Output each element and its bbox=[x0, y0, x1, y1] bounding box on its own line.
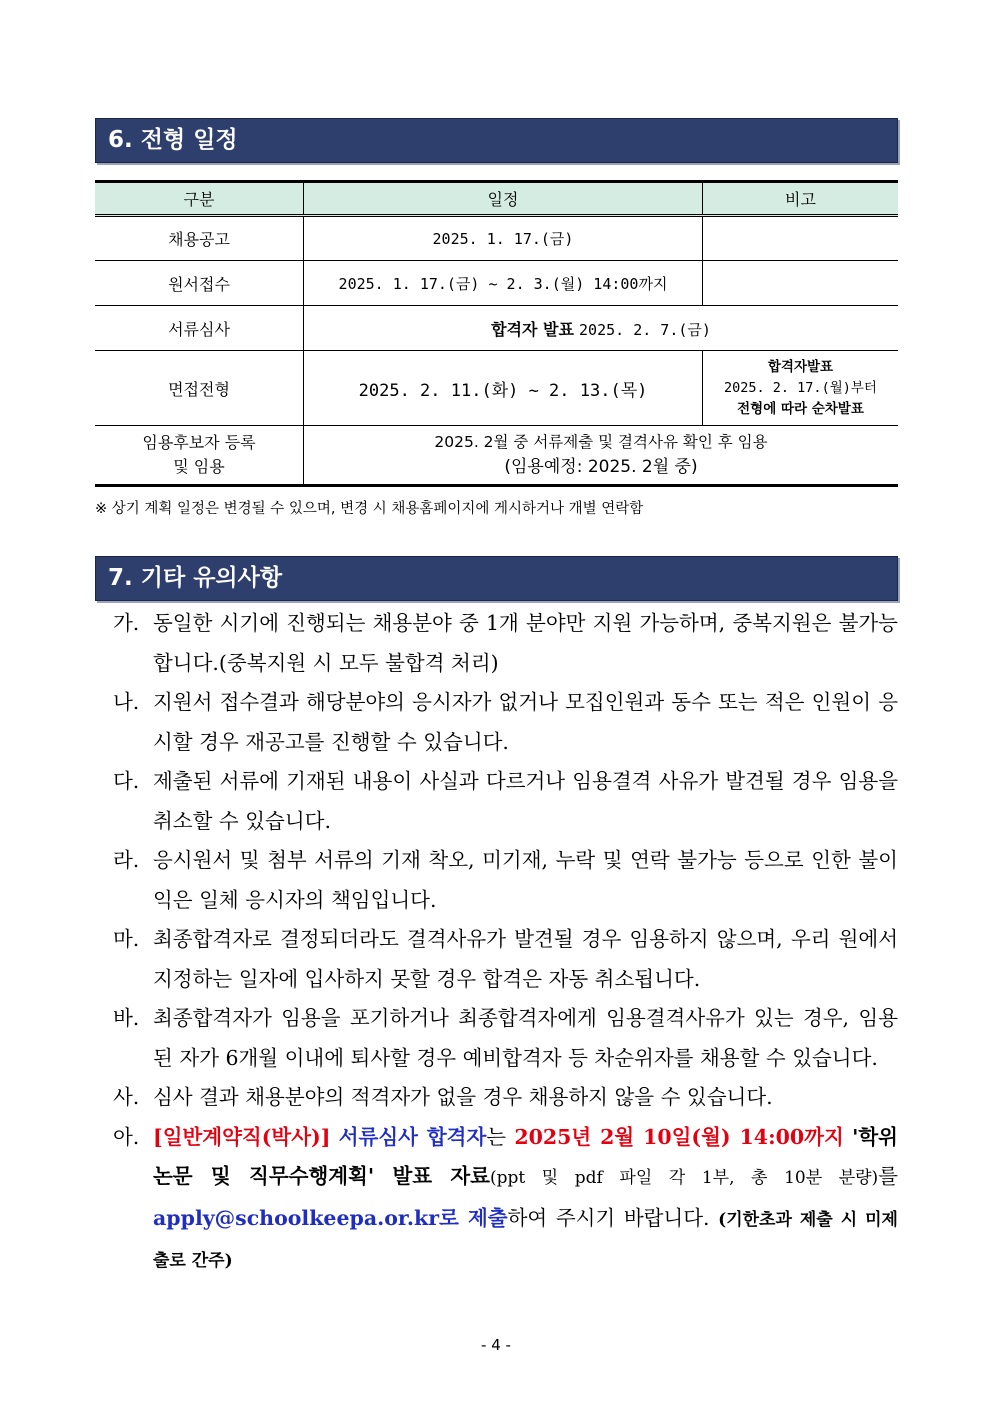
deadline-warning: (기한초과 제출 시 미제출로 간주) bbox=[153, 1209, 898, 1271]
position-label: [일반계약직(박사)] bbox=[153, 1124, 331, 1149]
item-marker: 나. bbox=[113, 690, 140, 714]
row-category: 원서접수 bbox=[95, 261, 304, 306]
item-text: 응시원서 및 첨부 서류의 기재 착오, 미기재, 누락 및 연락 불가능 등으로 인한 불이익은 일체 응시자의 책임입니다. bbox=[153, 848, 898, 912]
schedule-bold-label: 합격자 발표 bbox=[491, 319, 574, 339]
section-7-header bbox=[95, 556, 898, 601]
item-marker: 아. bbox=[113, 1124, 140, 1149]
row-schedule: 2025. 2. 11.(화) ~ 2. 13.(목) bbox=[304, 351, 703, 426]
list-item bbox=[113, 1078, 898, 1118]
schedule-line: 2025. 2월 중 서류제출 및 결격사유 확인 후 임용 bbox=[434, 433, 768, 451]
submission-email-link[interactable]: apply@schoolkeepa.or.kr로 제출 bbox=[153, 1205, 508, 1230]
item-marker: 사. bbox=[113, 1085, 140, 1109]
list-item-submission bbox=[113, 1118, 898, 1282]
table-footnote: ※ 상기 계획 일정은 변경될 수 있으며, 변경 시 채용홈페이지에 게시하거나 개별 연락함 bbox=[95, 501, 644, 517]
item-text: 최종합격자가 임용을 포기하거나 최종합격자에게 임용결격사유가 있는 경우, 임용된 자가 6개월 이내에 퇴사할 경우 예비합격자 등 차순위자를 채용할 수 있습니다. bbox=[153, 1006, 898, 1070]
category-line: 및 임용 bbox=[173, 457, 225, 476]
row-schedule: 2025. 1. 17.(금) bbox=[304, 216, 703, 261]
schedule-line: (임용예정: 2025. 2월 중) bbox=[504, 457, 698, 477]
category-line: 임용후보자 등록 bbox=[142, 433, 256, 452]
item-text: 지원서 접수결과 해당분야의 응시자가 없거나 모집인원과 동수 또는 적은 인원이 응시할 경우 재공고를 진행할 수 있습니다. bbox=[153, 690, 898, 754]
row-schedule bbox=[304, 306, 899, 351]
row-schedule bbox=[304, 426, 899, 486]
list-item bbox=[113, 604, 898, 683]
schedule-table bbox=[95, 180, 898, 487]
note-line: 전형에 따라 순차발표 bbox=[737, 400, 864, 417]
list-item bbox=[113, 841, 898, 920]
notes-list bbox=[113, 604, 898, 1282]
text-segment: 하여 주시기 바랍니다. bbox=[507, 1205, 710, 1230]
item-marker: 가. bbox=[113, 611, 140, 635]
item-marker: 바. bbox=[113, 1006, 140, 1030]
item-marker: 다. bbox=[113, 769, 140, 793]
item-text bbox=[153, 1118, 898, 1282]
schedule-date: 2025. 2. 7.(금) bbox=[579, 320, 711, 339]
row-note bbox=[703, 216, 899, 261]
item-marker: 라. bbox=[113, 848, 140, 872]
table-row bbox=[95, 261, 898, 306]
item-text: 심사 결과 채용분야의 적격자가 없을 경우 채용하지 않을 수 있습니다. bbox=[153, 1085, 773, 1109]
list-item bbox=[113, 762, 898, 841]
item-marker: 마. bbox=[113, 927, 140, 951]
list-item bbox=[113, 999, 898, 1078]
page-number: - 4 - bbox=[481, 1336, 511, 1354]
section-7-title: 7. 기타 유의사항 bbox=[108, 565, 283, 591]
section-6-header bbox=[95, 118, 898, 163]
row-schedule: 2025. 1. 17.(금) ~ 2. 3.(월) 14:00까지 bbox=[304, 261, 703, 306]
material-label: '학위논문 및 직무수행계획' 발표 자료 bbox=[153, 1124, 898, 1188]
text-segment: 는 bbox=[486, 1124, 507, 1149]
header-category: 구분 bbox=[95, 182, 304, 216]
row-note bbox=[703, 261, 899, 306]
row-category: 서류심사 bbox=[95, 306, 304, 351]
text-segment: 를 bbox=[878, 1164, 898, 1188]
item-text: 제출된 서류에 기재된 내용이 사실과 다르거나 임용결격 사유가 발견될 경우 임용을 취소할 수 있습니다. bbox=[153, 769, 898, 833]
table-row bbox=[95, 351, 898, 426]
header-schedule: 일정 bbox=[304, 182, 703, 216]
table-row bbox=[95, 426, 898, 486]
section-6-title: 6. 전형 일정 bbox=[108, 127, 238, 153]
material-detail: (ppt 및 pdf 파일 각 1부, 총 10분 분량) bbox=[489, 1168, 879, 1188]
applicant-label: 서류심사 합격자 bbox=[338, 1124, 487, 1149]
table-row bbox=[95, 306, 898, 351]
header-note: 비고 bbox=[703, 182, 899, 216]
item-text: 동일한 시기에 진행되는 채용분야 중 1개 분야만 지원 가능하며, 중복지원은 불가능합니다.(중복지원 시 모두 불합격 처리) bbox=[153, 611, 898, 675]
table-row bbox=[95, 216, 898, 261]
list-item bbox=[113, 683, 898, 762]
deadline-label: 2025년 2월 10일(월) 14:00까지 bbox=[514, 1124, 844, 1149]
item-text: 최종합격자로 결정되더라도 결격사유가 발견될 경우 임용하지 않으며, 우리 원에서 지정하는 일자에 입사하지 못할 경우 합격은 자동 취소됩니다. bbox=[153, 927, 898, 991]
note-line: 2025. 2. 17.(월)부터 bbox=[724, 379, 877, 396]
table-header-row bbox=[95, 182, 898, 216]
row-category: 면접전형 bbox=[95, 351, 304, 426]
list-item bbox=[113, 920, 898, 999]
note-line: 합격자발표 bbox=[767, 358, 834, 375]
row-category: 채용공고 bbox=[95, 216, 304, 261]
row-note bbox=[703, 351, 899, 426]
row-category bbox=[95, 426, 304, 486]
